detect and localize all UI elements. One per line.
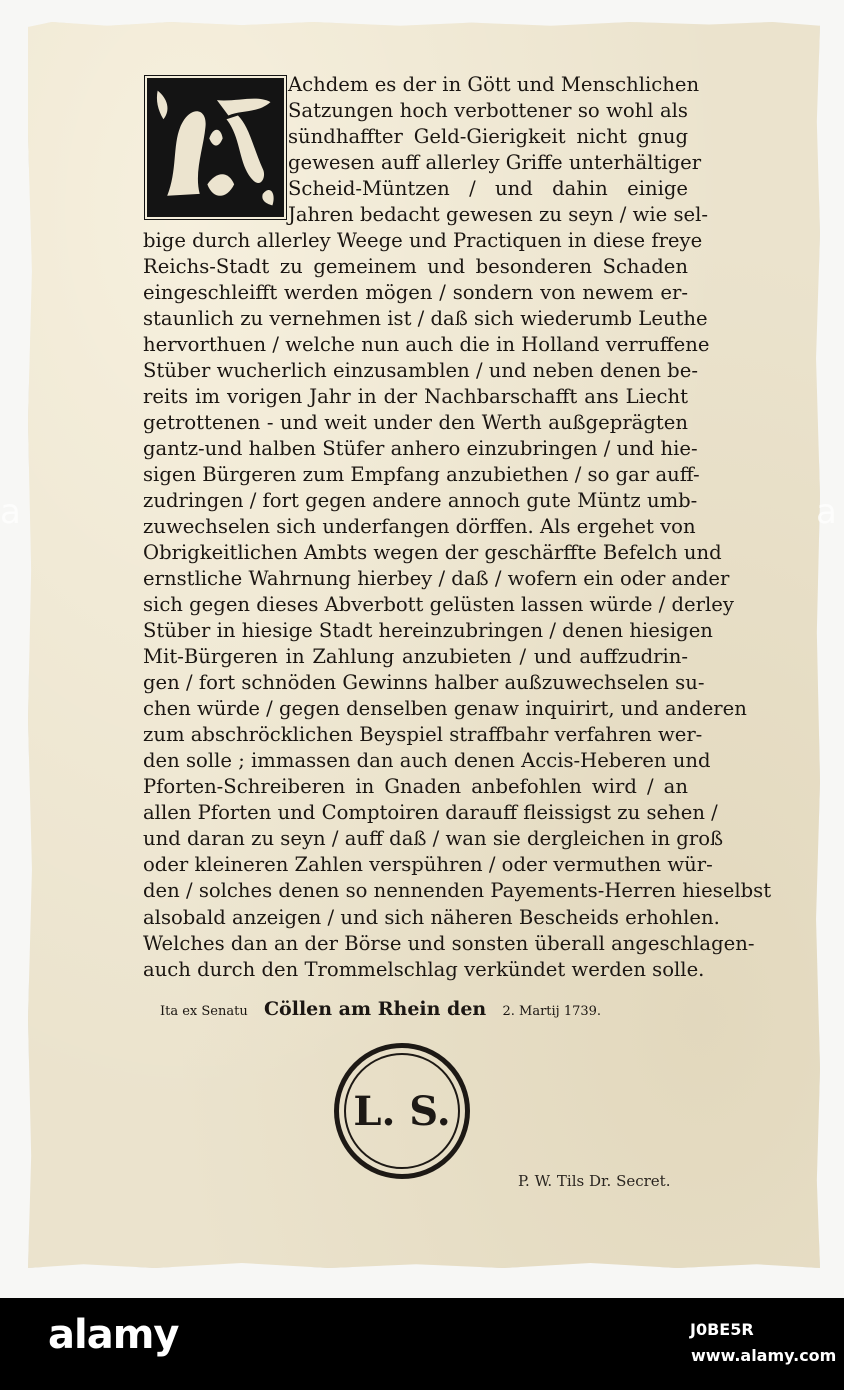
text-line: staunlich zu vernehmen ist / daß sich wiederumb Leuthe — [143, 307, 708, 331]
text-line: gantz-und halben Stüfer anhero einzubringen / und hie- — [143, 437, 698, 461]
secretary-signature: P. W. Tils Dr. Secret. — [518, 1172, 671, 1190]
text-line: ernstliche Wahrnung hierbey / daß / wofern ein oder ander — [143, 567, 730, 591]
text-line: hervorthuen / welche nun auch die in Holland verruffene — [143, 333, 710, 357]
text-line: oder kleineren Zahlen verspühren / oder vermuthen wür- — [143, 853, 713, 877]
closing-date: 2. Martij 1739. — [502, 1004, 602, 1019]
text-line: Scheid-Müntzen / und dahin einige — [288, 177, 688, 201]
text-line: sündhaffter Geld-Gierigkeit nicht gnug — [288, 125, 688, 149]
text-line: sigen Bürgeren zum Empfang anzubiethen / so gar auff- — [143, 463, 700, 487]
text-line: Achdem es der in Gött und Menschlichen — [288, 73, 700, 96]
text-line: Pforten-Schreiberen in Gnaden anbefohlen wird / an — [143, 775, 688, 799]
seal-text: L. S. — [344, 1053, 460, 1169]
seal-stamp — [334, 1043, 470, 1179]
site-url[interactable]: www.alamy.com — [691, 1346, 837, 1365]
text-line: Stüber wucherlich einzusamblen / und neben denen be- — [143, 359, 698, 383]
image-code: J0BE5R — [690, 1320, 754, 1339]
watermark-right-icon: a — [816, 492, 837, 532]
text-line: chen würde / gegen denselben genaw inquirirt, und anderen — [143, 697, 747, 721]
text-line: sich gegen dieses Abverbott gelüsten lassen würde / derley — [143, 593, 734, 617]
text-line: Jahren bedacht gewesen zu seyn / wie sel- — [288, 203, 708, 227]
text-line: auch durch den Trommelschlag verkündet werden solle. — [143, 957, 705, 981]
brand-logo: alamy — [48, 1312, 179, 1358]
text-line: allen Pforten und Comptoiren darauff fleissigst zu sehen / — [143, 801, 718, 825]
text-line: den solle ; immassen dan auch denen Accis-Heberen und — [143, 749, 711, 773]
closing-senatu: Ita ex Senatu — [160, 1004, 248, 1019]
text-line: zum abschröcklichen Beyspiel straffbahr verfahren wer- — [143, 723, 703, 747]
text-line: Satzungen hoch verbottener so wohl als — [288, 99, 688, 123]
text-line: gen / fort schnöden Gewinns halber außzuwechselen su- — [143, 671, 705, 695]
closing-line — [160, 994, 640, 1027]
text-line: den / solches denen so nennenden Payements-Herren hieselbst — [143, 879, 772, 903]
text-line: Mit-Bürgeren in Zahlung anzubieten / und auffzudrin- — [143, 645, 688, 669]
text-line: Stüber in hiesige Stadt hereinzubringen / denen hiesigen — [143, 619, 713, 643]
text-line: zudringen / fort gegen andere annoch gute Müntz umb- — [143, 489, 698, 513]
text-line: und daran zu seyn / auff daß / wan sie dergleichen in groß — [143, 827, 724, 851]
text-line: bige durch allerley Weege und Practiquen in diese freye — [143, 229, 703, 253]
closing-place: Cöllen am Rhein den — [263, 998, 487, 1020]
proclamation-text — [143, 72, 772, 983]
text-line: Welches dan an der Börse und sonsten überall angeschlagen- — [143, 931, 755, 955]
text-line: getrottenen - und weit under den Werth außgeprägten — [143, 411, 688, 435]
text-line: Reichs-Stadt zu gemeinem und besonderen Schaden — [143, 255, 688, 279]
text-line: reits im vorigen Jahr in der Nachbarschafft ans Liecht — [143, 385, 688, 409]
text-line: eingeschleifft werden mögen / sondern von newem er- — [143, 281, 688, 305]
watermark-left-icon: a — [0, 492, 21, 532]
stock-footer-bar — [0, 1298, 844, 1390]
text-line: gewesen auff allerley Griffe unterhältiger — [288, 151, 702, 175]
text-line: zuwechselen sich underfangen dörffen. Als ergehet von — [143, 515, 696, 539]
text-line: Obrigkeitlichen Ambts wegen der geschärffte Befelch und — [143, 541, 722, 565]
text-line: alsobald anzeigen / und sich näheren Bescheids erhohlen. — [143, 905, 720, 929]
